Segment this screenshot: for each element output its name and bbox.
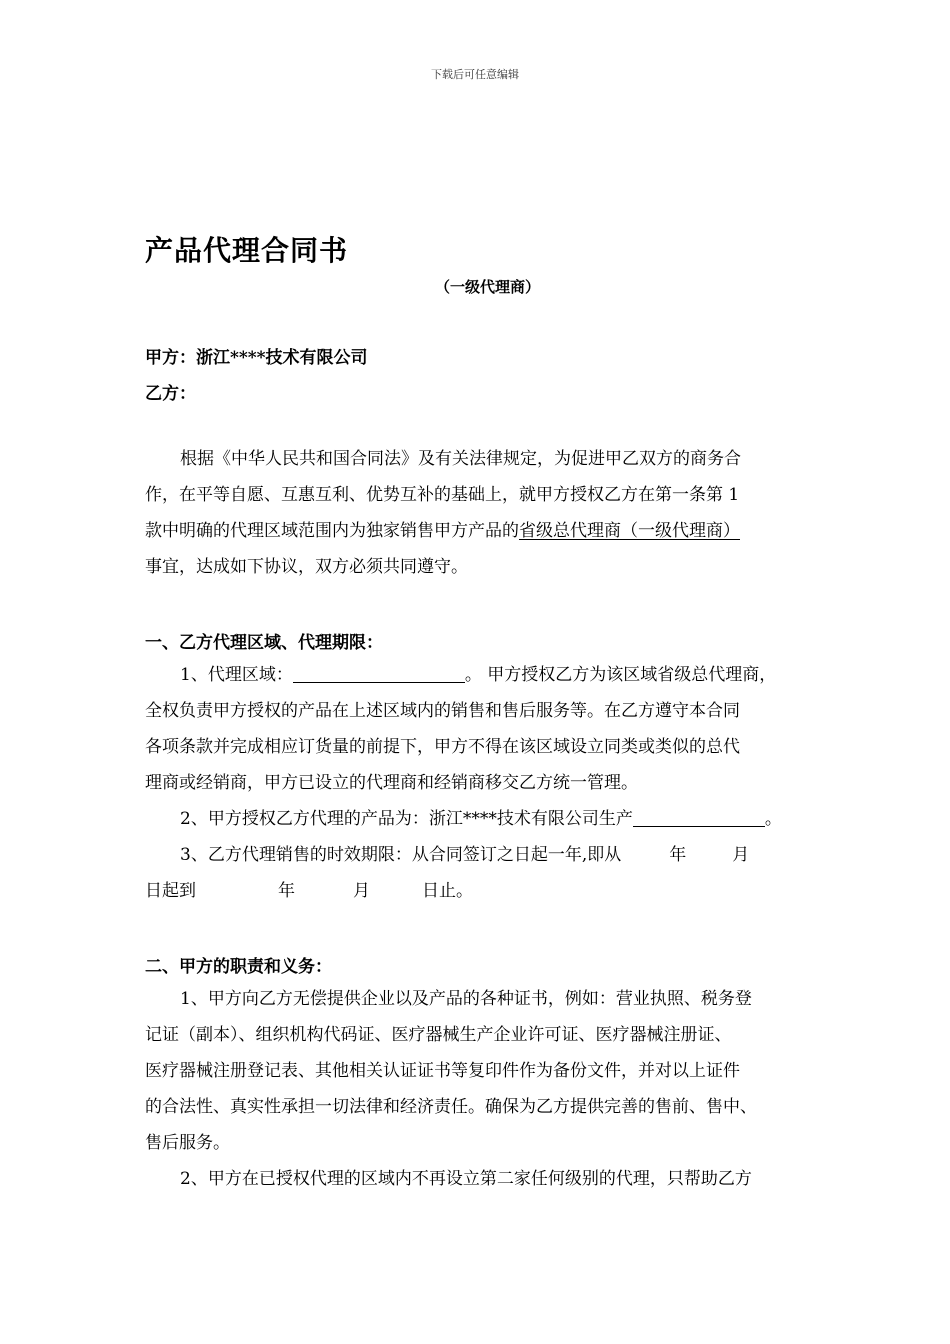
document-title: 产品代理合同书 — [145, 234, 349, 267]
end-year-label: 年 — [278, 881, 295, 901]
s2-p1-line-5: 售后服务。 — [145, 1133, 230, 1153]
s2-p1-line-2: 记证（副本）、组织机构代码证、医疗器械生产企业许可证、医疗器械注册证、 — [145, 1025, 732, 1045]
intro-line-1: 根据《中华人民共和国合同法》及有关法律规定，为促进甲乙双方的商务合 — [180, 449, 741, 469]
s1-p3-text: 3、乙方代理销售的时效期限：从合同签订之日起一年,即从 — [180, 845, 622, 865]
s2-p2-line-1: 2、甲方在已授权代理的区域内不再设立第二家任何级别的代理，只帮助乙方 — [180, 1169, 752, 1189]
party-a: 甲方：浙江****技术有限公司 — [145, 348, 368, 368]
intro-line-4: 事宜，达成如下协议，双方必须共同遵守。 — [145, 557, 468, 577]
s1-p2-end: 。 — [764, 809, 782, 829]
s1-p2-text: 2、甲方授权乙方代理的产品为：浙江****技术有限公司生产 — [180, 809, 633, 829]
region-blank-field[interactable] — [293, 664, 465, 683]
s2-p1-line-4: 的合法性、真实性承担一切法律和经济责任。确保为乙方提供完善的售前、售中、 — [145, 1097, 757, 1117]
start-year-label: 年 — [669, 845, 687, 865]
s1-p1-line-3: 各项条款并完成相应订货量的前提下，甲方不得在该区域设立同类或类似的总代 — [145, 737, 740, 757]
header-note: 下载后可任意编辑 — [431, 68, 519, 81]
party-b: 乙方： — [145, 384, 196, 404]
start-day-label: 日起到 — [145, 881, 196, 901]
s1-p1-line-2: 全权负责甲方授权的产品在上述区域内的销售和售后服务等。在乙方遵守本合同 — [145, 701, 740, 721]
s1-p1-label: 1、代理区域： — [180, 665, 293, 685]
section-1-heading: 一、乙方代理区域、代理期限： — [145, 633, 383, 653]
s1-p2 — [180, 801, 782, 837]
s1-p1-rest: 。 甲方授权乙方为该区域省级总代理商， — [464, 665, 777, 685]
product-blank-field[interactable] — [633, 808, 765, 827]
agent-level-underlined: 省级总代理商（一级代理商） — [519, 521, 740, 541]
end-month-label: 月 — [353, 881, 370, 901]
s1-p1-line-1 — [180, 657, 776, 693]
end-day-label: 日止。 — [422, 881, 473, 901]
s2-p1-line-3: 医疗器械注册登记表、其他相关认证证书等复印件作为备份文件，并对以上证件 — [145, 1061, 740, 1081]
intro-line-3 — [145, 513, 740, 549]
intro-line-3-text: 款中明确的代理区域范围内为独家销售甲方产品的 — [145, 521, 519, 541]
section-2-heading: 二、甲方的职责和义务： — [145, 957, 332, 977]
s2-p1-line-1: 1、甲方向乙方无偿提供企业以及产品的各种证书，例如：营业执照、税务登 — [180, 989, 752, 1009]
intro-line-2: 作，在平等自愿、互惠互利、优势互补的基础上，就甲方授权乙方在第一条第 1 — [145, 485, 740, 505]
s1-p3-line-1 — [180, 837, 749, 873]
document-subtitle: （一级代理商） — [435, 278, 541, 296]
s1-p1-line-4: 理商或经销商，甲方已设立的代理商和经销商移交乙方统一管理。 — [145, 773, 638, 793]
start-month-label: 月 — [732, 845, 750, 865]
s1-p3-line-2 — [145, 873, 473, 909]
